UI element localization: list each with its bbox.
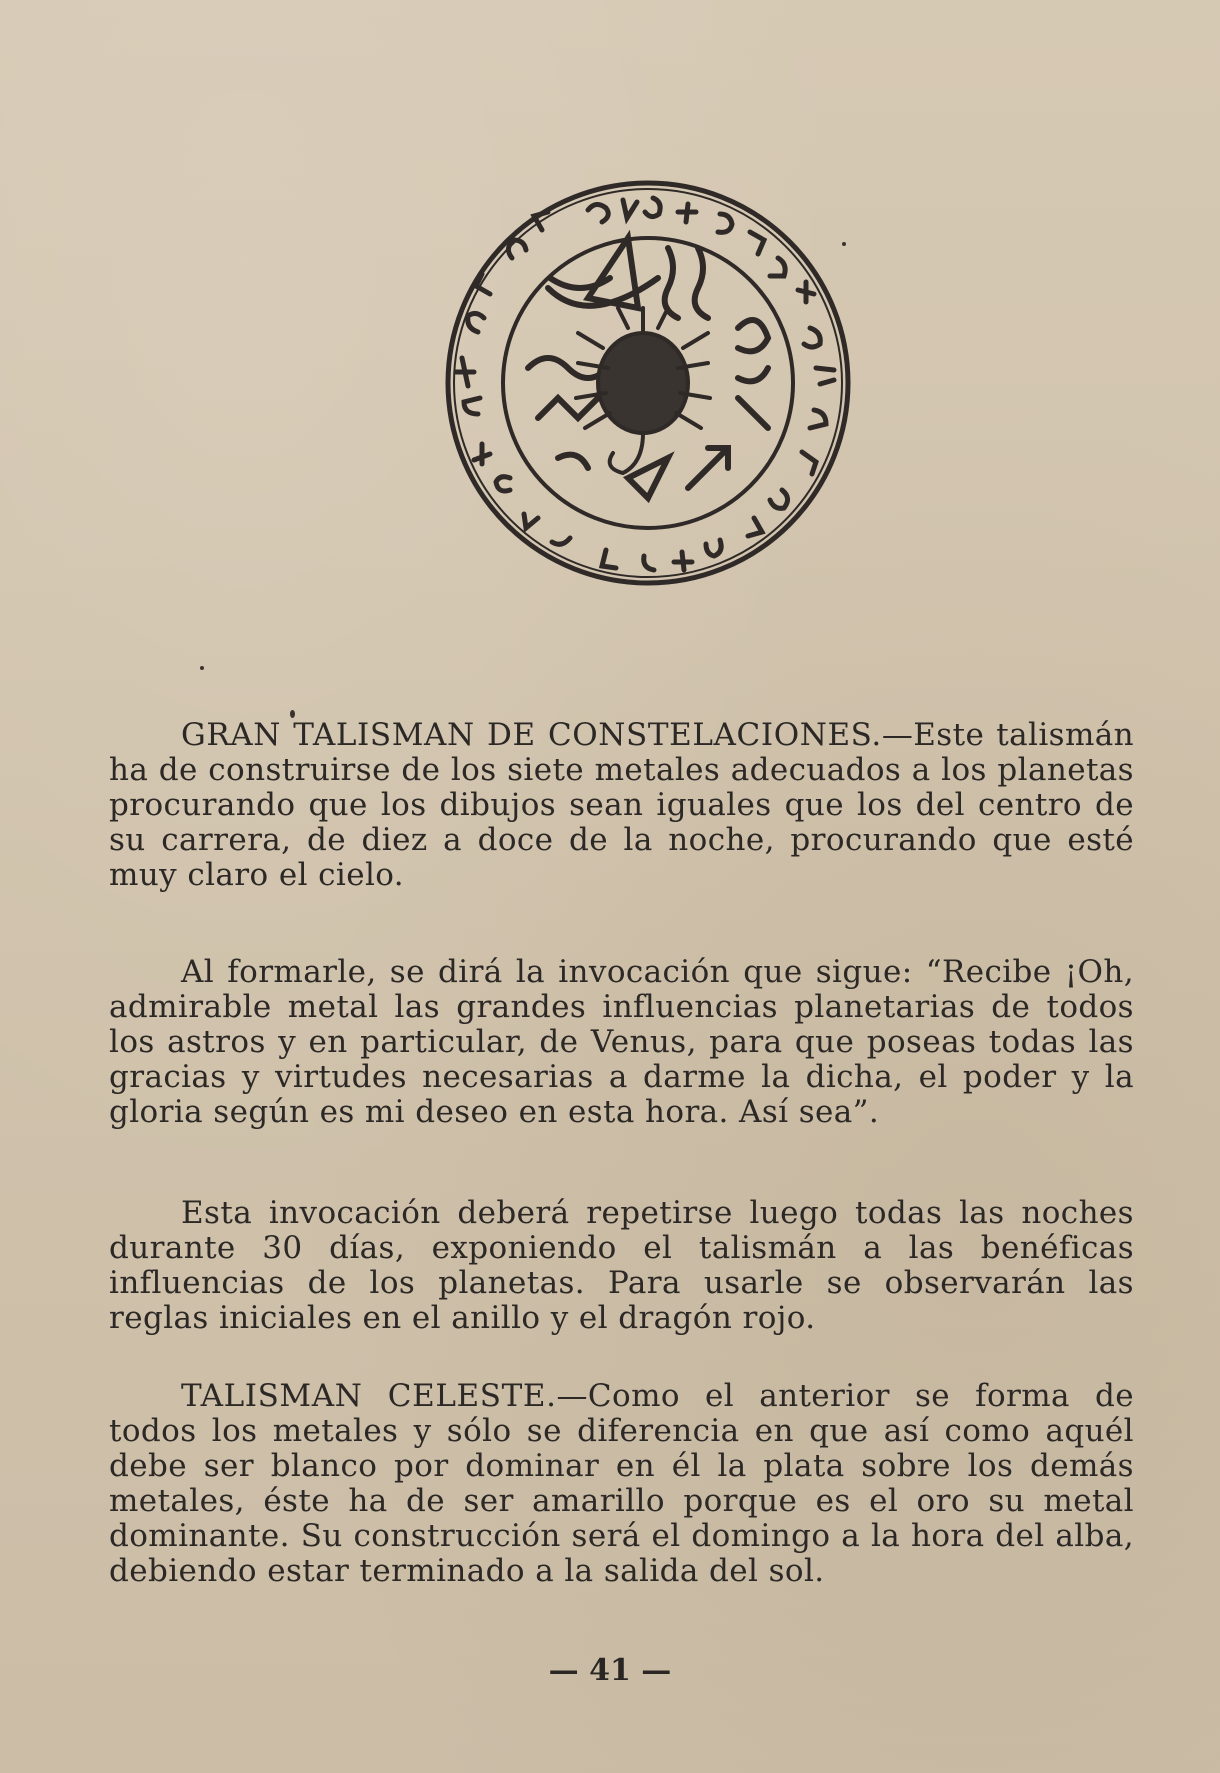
heading-gran-talisman: GRAN TALISMAN DE CONSTELACIONES. — [181, 717, 882, 753]
page-number: — 41 — — [548, 1653, 672, 1688]
paragraph-talisman-celeste-body: —Como el anterior se forma de todos los metales y sólo se diferencia en que así como aquél debe ser blanco por dominar en él la plata sobre los demás metales, éste ha de ser amarillo porque es el oro su metal dominante. Su construcción será el domingo a la hora del alba, debiendo estar terminado a la salida del sol. — [109, 1378, 1134, 1589]
paragraph-gran-talisman — [109, 718, 1134, 893]
paper-speck — [842, 242, 846, 246]
paragraph-talisman-celeste — [109, 1379, 1134, 1589]
paper-speck — [200, 666, 204, 670]
paragraph-invocacion-body: Al formarle, se dirá la invocación que sigue: “Recibe ¡Oh, admirable metal las grandes influencias planetarias de todos los astros y en particular, de Venus, para que poseas todas las gracias y virtudes necesarias a darme la dicha, el poder y la gloria según es mi deseo en esta hora. Así sea”. — [109, 954, 1134, 1130]
paragraph-invocacion — [109, 955, 1134, 1130]
paragraph-repeticion — [109, 1196, 1134, 1336]
paragraph-gran-talisman-body: —Este talismán ha de construirse de los siete metales adecuados a los planetas procurando que los dibujos sean iguales que los del centro de su carrera, de diez a doce de la noche, procurando que esté muy claro el cielo. — [109, 717, 1134, 893]
talisman-seal-icon — [438, 168, 858, 598]
paragraph-repeticion-body: Esta invocación deberá repetirse luego todas las noches durante 30 días, exponiendo el talismán a las benéficas influencias de los planetas. Para usarle se observarán las reglas iniciales en el anillo y el dragón rojo. — [109, 1195, 1134, 1336]
heading-talisman-celeste: TALISMAN CELESTE. — [181, 1378, 557, 1414]
